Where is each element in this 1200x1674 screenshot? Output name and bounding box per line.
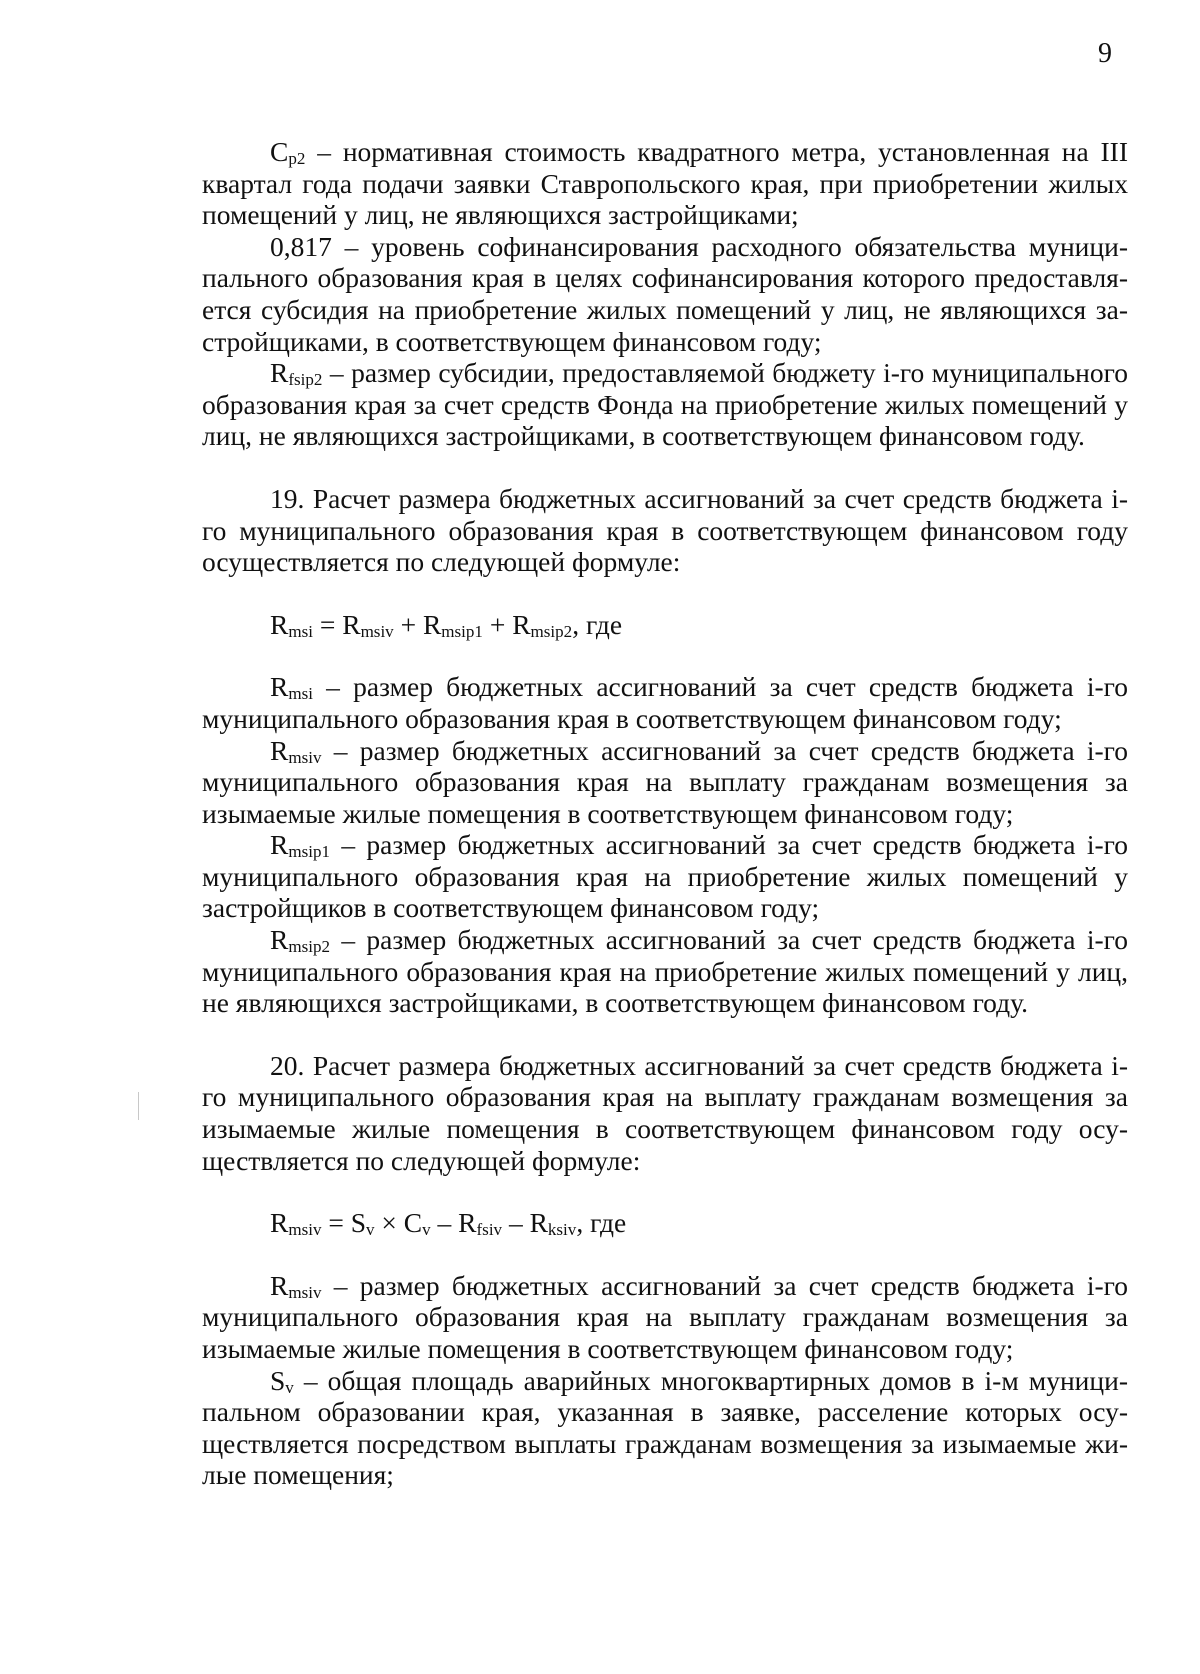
paragraph-cp2-definition: $C_{p2}$ – нормативная стоимость квадратного метра, установленная на III квартал года подачи заявки Ставропольского края, при приобретении жилых помещений у лиц, не являющихся застройщиками; bbox=[202, 136, 1128, 231]
spacer bbox=[202, 640, 1128, 671]
margin-mark bbox=[138, 1092, 139, 1120]
spacer bbox=[202, 578, 1128, 609]
paragraph-item-20: 20. Расчет размера бюджетных ассигнований за счет средств бюджета i-го муниципального образования края на выплату гражданам возмещения за изымаемые жилые помещения в соответствующем финансовом году осуществляется по следующей формуле: bbox=[202, 1049, 1128, 1176]
paragraph-rmsip1-definition: $R_{msip1}$ – размер бюджетных ассигнований за счет средств бюджета i-го муниципального образования края на приобретение жилых помещений у застройщиков в соответствующем финансовом году; bbox=[202, 829, 1128, 924]
paragraph-item-19: 19. Расчет размера бюджетных ассигнований за счет средств бюджета i-го муниципального образования края в соответствующем финансовом году осуществляется по следующей формуле: bbox=[202, 482, 1128, 578]
paragraph-rmsiv-definition: $R_{msiv}$ – размер бюджетных ассигнований за счет средств бюджета i-го муниципального образования края на выплату гражданам возмещения за изымаемые жилые помещения в соответствующем финансовом году; bbox=[202, 734, 1128, 829]
paragraph-sv-definition: $S_v$ – общая площадь аварийных многоквартирных домов в i-м муниципальном образовании края, указанная в заявке, расселение которых осуществляется посредством выплаты гражданам возмещения за изымаемые жилые помещения; bbox=[202, 1364, 1128, 1491]
paragraph-rmsi-definition: $R_{msi}$ – размер бюджетных ассигнований за счет средств бюджета i-го муниципального образования края в соответствующем финансовом году; bbox=[202, 671, 1128, 734]
page-number: 9 bbox=[1098, 38, 1112, 69]
formula-rmsiv: $R_{msiv} = S_v \times C_v - R_{fsiv} - R_{ksiv}$, где bbox=[270, 1207, 627, 1240]
document-body bbox=[202, 136, 1128, 1491]
paragraph-rmsip2-definition: $R_{msip2}$ – размер бюджетных ассигнований за счет средств бюджета i-го муниципального образования края на приобретение жилых помещений у лиц, не являющихся застройщиками, в соответствующем финансовом году. bbox=[202, 924, 1128, 1019]
paragraph-rfsip2-definition: $R_{fsip2}$ – размер субсидии, предоставляемой бюджету i-го муниципального образования края за счет средств Фонда на приобретение жилых помещений у лиц, не являющихся застройщиками, в соответствующем финансовом году. bbox=[202, 357, 1128, 452]
paragraph-cofinancing-level: 0,817 – уровень софинансирования расходного обязательства муниципального образования края в целях софинансирования которого предоставляется субсидия на приобретение жилых помещений у лиц, не являющихся застройщиками, в соответствующем финансовом году; bbox=[202, 230, 1128, 357]
spacer bbox=[202, 452, 1128, 483]
spacer bbox=[202, 1176, 1128, 1207]
spacer bbox=[202, 1239, 1128, 1270]
formula-rmsi: $R_{msi} = R_{msiv} + R_{msip1} + R_{msip2}$, где bbox=[270, 608, 623, 641]
paragraph-rmsiv-definition-2: $R_{msiv}$ – размер бюджетных ассигнований за счет средств бюджета i-го муниципального образования края на выплату гражданам возмещения за изымаемые жилые помещения в соответствующем финансовом году; bbox=[202, 1269, 1128, 1364]
spacer bbox=[202, 1019, 1128, 1050]
